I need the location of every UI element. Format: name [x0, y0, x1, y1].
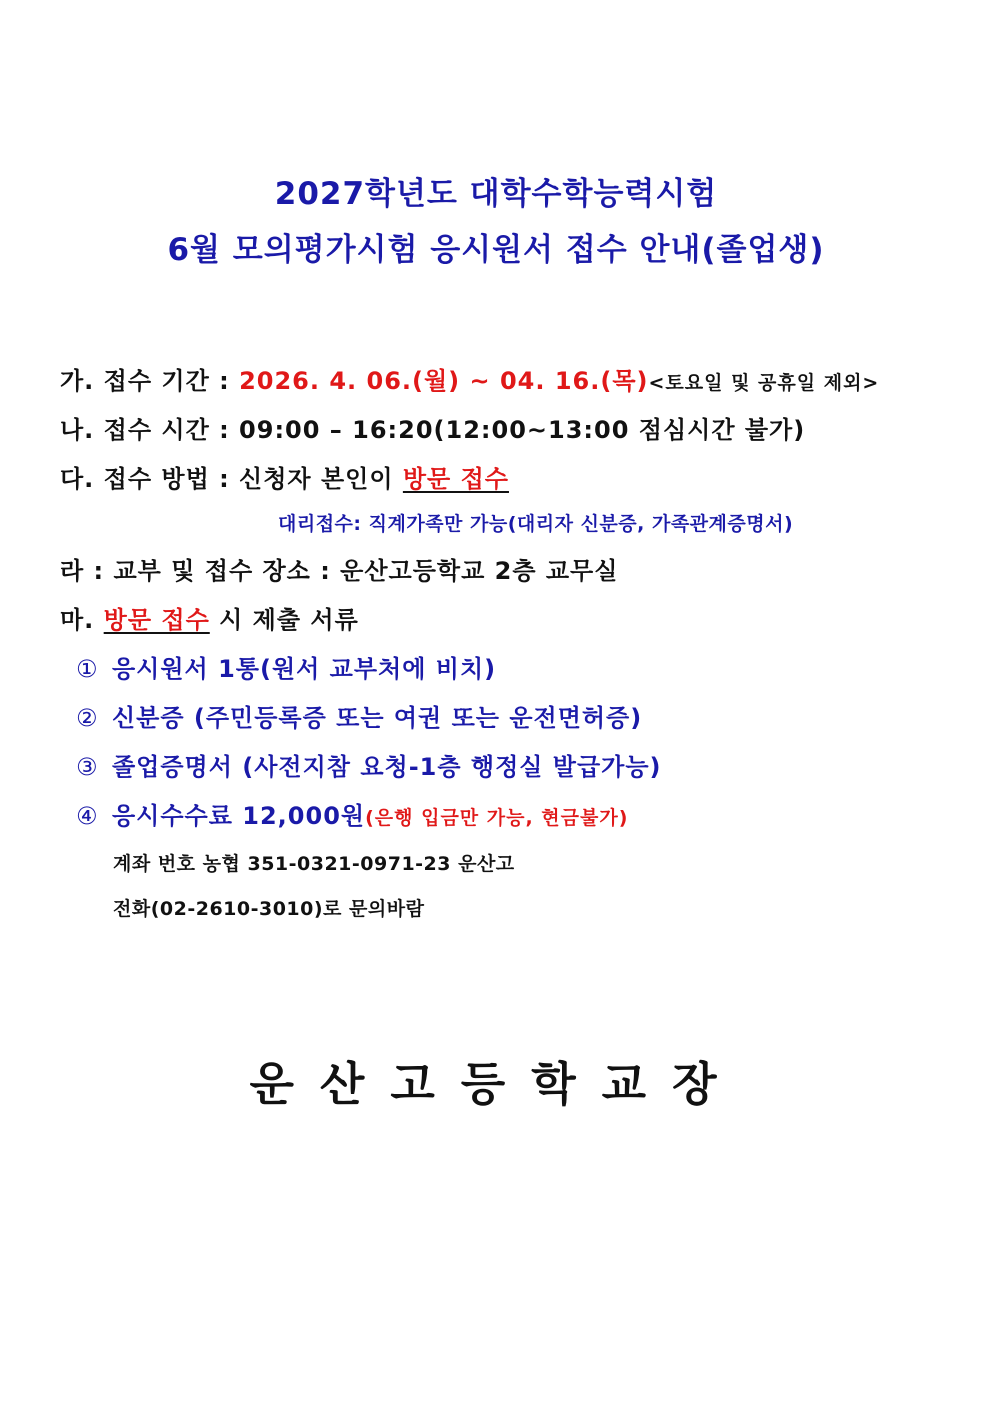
item-time: 나. 접수 시간 : 09:00 – 16:20(12:00~13:00 점심시간 불가): [60, 416, 806, 444]
document-text: 신분증 (주민등록증 또는 여권 또는 운전면허증): [112, 704, 643, 732]
account-info: 계좌 번호 농협 351-0321-0971-23 운산고: [113, 853, 515, 875]
fee-note: (은행 입금만 가능, 현금불가): [365, 807, 629, 829]
document-number: ①: [76, 655, 99, 683]
contact-info: 전화(02-2610-3010)로 문의바람: [113, 898, 425, 920]
method-highlight: 방문 접수: [402, 465, 509, 493]
document-item-1: [76, 649, 496, 684]
period-label: 가. 접수 기간 :: [60, 367, 240, 395]
item-place: 라 : 교부 및 접수 장소 : 운산고등학교 2층 교무실: [60, 557, 619, 585]
document-text: 응시원서 1통(원서 교부처에 비치): [112, 655, 497, 683]
item-period: [60, 361, 879, 396]
item-docs: [60, 600, 359, 635]
period-dates: 2026. 4. 06.(월) ~ 04. 16.(목): [239, 367, 649, 395]
item-method: [60, 459, 509, 494]
docs-prefix: 마.: [60, 606, 104, 634]
title-line-1: 2027학년도 대학수학능력시험: [274, 176, 718, 212]
period-exclusion: <토요일 및 공휴일 제외>: [648, 372, 880, 394]
document-text: 졸업증명서 (사전지참 요청-1층 행정실 발급가능): [112, 753, 662, 781]
document-item-2: [76, 698, 642, 733]
title-line-2: 6월 모의평가시험 응시원서 접수 안내(졸업생): [167, 232, 825, 268]
proxy-note: 대리접수: 직계가족만 가능(대리자 신분증, 가족관계증명서): [278, 513, 794, 535]
docs-suffix: 시 제출 서류: [209, 606, 359, 634]
document-item-4: [76, 796, 628, 831]
method-label: 다. 접수 방법 : 신청자 본인이: [60, 465, 403, 493]
document-number: ②: [76, 704, 99, 732]
document-text: 응시수수료 12,000원: [112, 802, 366, 830]
document-number: ④: [76, 802, 99, 830]
docs-highlight: 방문 접수: [103, 606, 210, 634]
document-item-3: [76, 747, 662, 782]
signature: 운산고등학교장: [249, 1057, 743, 1111]
document-number: ③: [76, 753, 99, 781]
